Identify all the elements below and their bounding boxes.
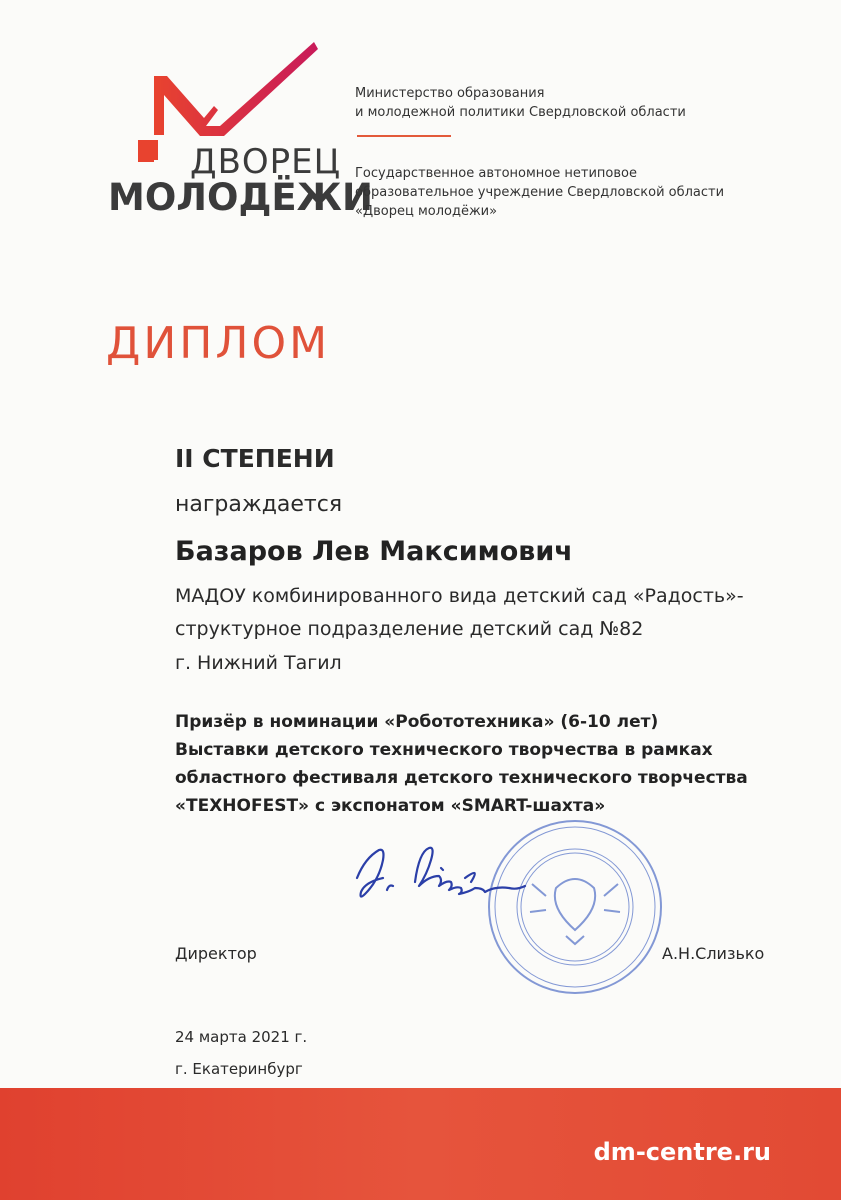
org-line: структурное подразделение детский сад №82	[175, 618, 644, 640]
nomination-line: областного фестиваля детского технического творчества	[175, 768, 748, 788]
nomination-line: Выставки детского технического творчества в рамках	[175, 740, 713, 760]
nomination-line: Призёр в номинации «Робототехника» (6-10 лет)	[175, 712, 659, 732]
signature-name: А.Н.Слизько	[662, 944, 765, 963]
awarded-label: награждается	[175, 492, 343, 517]
issue-date: 24 марта 2021 г.	[175, 1028, 308, 1046]
org-line: г. Нижний Тагил	[175, 652, 342, 674]
ministry-line2: и молодежной политики Свердловской области	[355, 105, 686, 120]
org-line: МАДОУ комбинированного вида детский сад «Радость»-	[175, 585, 744, 607]
ministry-line1: Министерство образования	[355, 86, 545, 101]
recipient-name: Базаров Лев Максимович	[175, 536, 573, 567]
org-line2: образовательное учреждение Свердловской области	[355, 185, 725, 200]
org-line3: «Дворец молодёжи»	[355, 204, 498, 219]
nomination-line: «ТЕХНОFEST» с экспонатом «SMART-шахта»	[175, 796, 606, 816]
org-line1: Государственное автономное нетиповое	[355, 166, 637, 181]
website-link[interactable]: dm-centre.ru	[593, 1138, 771, 1166]
director-signature	[345, 838, 545, 918]
diploma-degree: II СТЕПЕНИ	[175, 444, 335, 473]
header-divider	[357, 135, 451, 137]
signature-role: Директор	[175, 944, 257, 963]
issue-city: г. Екатеринбург	[175, 1060, 303, 1078]
logo-text-line2: МОЛОДЁЖИ	[108, 176, 373, 219]
logo-text-line1: ДВОРЕЦ	[190, 142, 342, 182]
diploma-title: ДИПЛОМ	[106, 318, 331, 369]
